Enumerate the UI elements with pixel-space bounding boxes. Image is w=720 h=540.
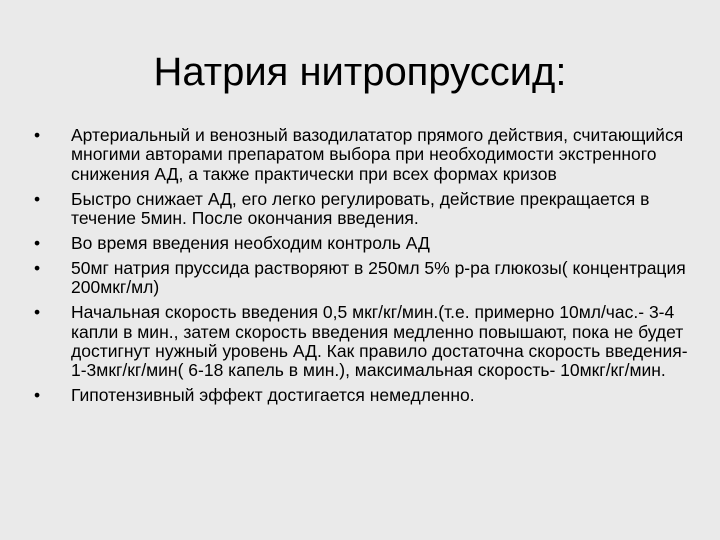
- bullet-icon: •: [34, 125, 41, 145]
- bullet-icon: •: [34, 233, 41, 254]
- bullet-item: [34, 386, 694, 405]
- bullet-text: Артериальный и венозный вазодилататор прямого действия, считающийся многими авторами препаратом выбора при необходимости экстренного снижения АД, а также практически при всех формах кризов: [71, 125, 684, 184]
- bullet-item: [34, 259, 694, 298]
- bullet-icon: •: [34, 385, 41, 406]
- bullet-text: 50мг натрия пруссида растворяют в 250мл 5% р-ра глюкозы( концентрация 200мкг/мл): [71, 257, 686, 298]
- bullet-item: [34, 303, 694, 381]
- slide-title: Натрия нитропруссид:: [153, 50, 567, 94]
- bullet-item: [34, 234, 694, 253]
- bullet-text: Быстро снижает АД, его легко регулировать, действие прекращается в течение 5мин. После окончания введения.: [71, 188, 650, 229]
- bullet-icon: •: [34, 257, 41, 278]
- bullet-text: Во время введения необходим контроль АД: [71, 233, 430, 254]
- bullet-text: Начальная скорость введения 0,5 мкг/кг/мин.(т.е. примерно 10мл/час.- 3-4 капли в мин., затем скорость введения медленно повышают, пока не будет достигнут нужный уровень АД. Как правило достаточна скорость введения- 1-3мкг/кг/мин( 6-18 капель в мин.), максимальная скорость- 10мкг/кг/мин.: [71, 302, 688, 381]
- bullet-item: [34, 126, 694, 184]
- bullet-icon: •: [34, 188, 41, 209]
- bullet-list: [34, 126, 694, 411]
- bullet-icon: •: [34, 302, 41, 323]
- bullet-item: [34, 190, 694, 229]
- bullet-text: Гипотензивный эффект достигается немедленно.: [71, 385, 475, 406]
